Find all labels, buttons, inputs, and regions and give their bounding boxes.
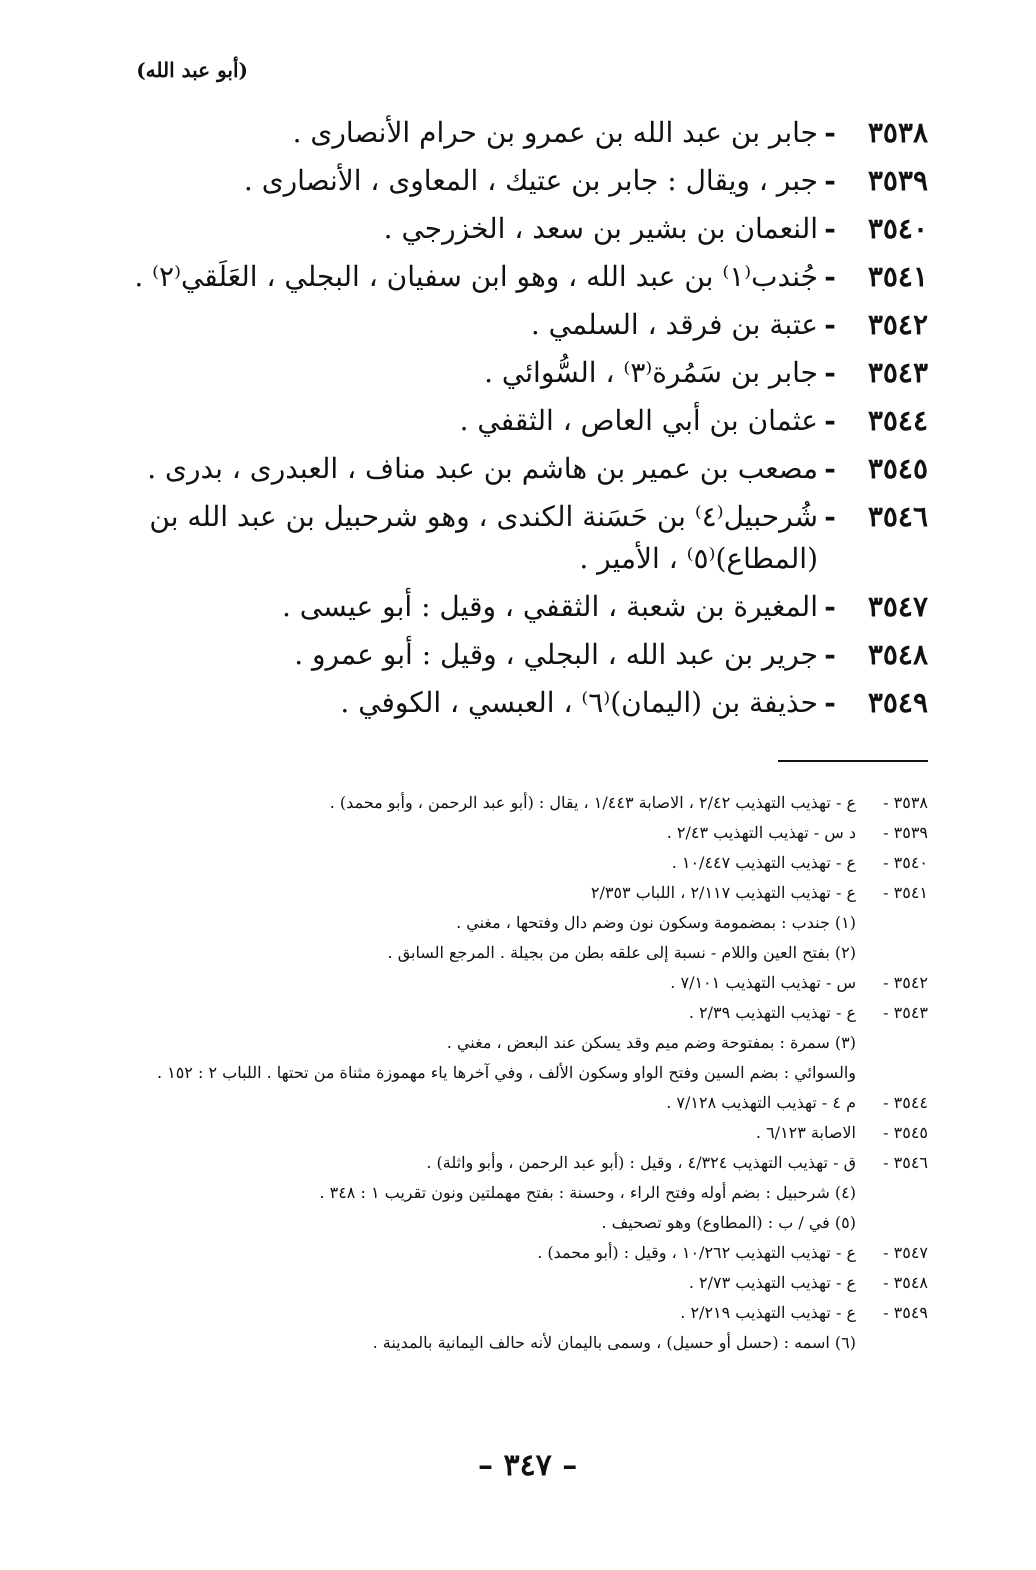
footnote-text: (٥) في / ب : (المطاوع) وهو تصحيف . [601, 1213, 856, 1232]
footnote-separator [778, 760, 928, 762]
entry-text: جُندب⁽١⁾ بن عبد الله ، وهو ابن سفيان ، البجلي ، العَلَقي⁽٢⁾ . [134, 260, 818, 293]
entry-row [98, 634, 928, 676]
entry-number: ٣٥٤٨ [867, 638, 928, 671]
footnote-text: ع - تهذيب التهذيب ٢/٣٩ . [688, 1003, 856, 1022]
entry-text: حذيفة بن (اليمان)⁽٦⁾ ، العبسي ، الكوفي . [340, 686, 818, 719]
footnote-text: (٦) اسمه : (حسل أو حسيل) ، وسمى باليمان لأنه حالف اليمانية بالمدينة . [372, 1333, 856, 1352]
footnote-text: د س - تهذيب التهذيب ٢/٤٣ . [666, 823, 856, 842]
entry-text: النعمان بن بشير بن سعد ، الخزرجي . [383, 212, 818, 245]
footnote-number: ٣٥٤٤ - [883, 1093, 928, 1112]
entry-row [98, 586, 928, 628]
entry-number: ٣٥٤٧ [867, 590, 928, 623]
footnote-source-row [138, 818, 928, 848]
footnote-row [138, 1178, 928, 1208]
footnote-number: ٣٥٣٨ - [883, 793, 928, 812]
entry-number: ٣٥٤١ [867, 260, 928, 293]
entry-row [98, 352, 928, 394]
footnote-text: ع - تهذيب التهذيب ٢/١١٧ ، اللباب ٢/٣٥٣ [590, 883, 856, 902]
footnote-text: س - تهذيب التهذيب ٧/١٠١ . [670, 973, 856, 992]
footnote-text: ع - تهذيب التهذيب ٢/٧٣ . [688, 1273, 856, 1292]
entry-text: شُرحبيل⁽٤⁾ بن حَسَنة الكندى ، وهو شرحبيل بن عبد الله بن (المطاع)⁽٥⁾ ، الأمير . [149, 500, 818, 575]
footnote-source-row [138, 1268, 928, 1298]
entry-row [98, 496, 928, 580]
entry-number: ٣٥٤٠ [867, 212, 928, 245]
footnote-row [138, 1028, 928, 1058]
entries-list [98, 112, 928, 730]
footnote-text: ع - تهذيب التهذيب ١٠/٢٦٢ ، وقيل : (أبو محمد) . [537, 1243, 856, 1262]
footnote-number: ٣٥٤٦ - [883, 1153, 928, 1172]
entry-row [98, 400, 928, 442]
entry-number: ٣٥٤٩ [867, 686, 928, 719]
entry-dash: - [824, 260, 836, 293]
entry-dash: - [824, 404, 836, 437]
running-header: (أبو عبد الله) [136, 58, 248, 82]
footnote-number: ٣٥٤٧ - [883, 1243, 928, 1262]
footnote-text: الاصابة ٦/١٢٣ . [755, 1123, 856, 1142]
footnote-source-row [138, 968, 928, 998]
entry-dash: - [824, 686, 836, 719]
entry-number: ٣٥٤٦ [867, 500, 928, 533]
footnote-source-row [138, 788, 928, 818]
entry-number: ٣٥٤٥ [867, 452, 928, 485]
entry-text: عثمان بن أبي العاص ، الثقفي . [459, 404, 818, 437]
footnote-text: (٤) شرحبيل : بضم أوله وفتح الراء ، وحسنة : بفتح مهملتين ونون تقريب ١ : ٣٤٨ . [319, 1183, 856, 1202]
footnote-text: (٢) بفتح العين واللام - نسبة إلى علقه بطن من بجيلة . المرجع السابق . [387, 943, 856, 962]
entry-row [98, 112, 928, 154]
entry-row [98, 448, 928, 490]
footnote-source-row [138, 1088, 928, 1118]
entry-dash: - [824, 308, 836, 341]
footnote-number: ٣٥٤٣ - [883, 1003, 928, 1022]
entry-number: ٣٥٣٨ [867, 116, 928, 149]
entry-dash: - [824, 452, 836, 485]
entry-row [98, 256, 928, 298]
entry-text: مصعب بن عمير بن هاشم بن عبد مناف ، العبدرى ، بدرى . [147, 452, 818, 485]
entry-number: ٣٥٤٣ [867, 356, 928, 389]
footnote-source-row [138, 848, 928, 878]
footnote-text: (٣) سمرة : بمفتوحة وضم ميم وقد يسكن عند البعض ، مغني . [446, 1033, 856, 1052]
footnote-number: ٣٥٤٨ - [883, 1273, 928, 1292]
footnote-text: ع - تهذيب التهذيب ٢/٤٢ ، الاصابة ١/٤٤٣ ، يقال : (أبو عبد الرحمن ، وأبو محمد) . [329, 793, 856, 812]
footnote-row [138, 1328, 928, 1358]
entry-number: ٣٥٣٩ [867, 164, 928, 197]
entry-row [98, 304, 928, 346]
footnote-source-row [138, 1238, 928, 1268]
footnote-number: ٣٥٤٢ - [883, 973, 928, 992]
entry-text: عتبة بن فرقد ، السلمي . [530, 308, 818, 341]
entry-dash: - [824, 500, 836, 533]
entry-dash: - [824, 356, 836, 389]
footnote-row [138, 1058, 928, 1088]
footnote-row [138, 938, 928, 968]
footnote-number: ٣٥٣٩ - [883, 823, 928, 842]
entry-text: جابر بن سَمُرة⁽٣⁾ ، السُّوائي . [484, 356, 818, 389]
footnote-source-row [138, 1298, 928, 1328]
footnote-number: ٣٥٤١ - [883, 883, 928, 902]
footnote-number: ٣٥٤٥ - [883, 1123, 928, 1142]
footnotes-list [138, 788, 928, 1358]
entry-dash: - [824, 164, 836, 197]
entry-text: جرير بن عبد الله ، البجلي ، وقيل : أبو عمرو . [294, 638, 818, 671]
entry-text: المغيرة بن شعبة ، الثقفي ، وقيل : أبو عيسى . [281, 590, 818, 623]
footnote-text: ع - تهذيب التهذيب ٢/٢١٩ . [680, 1303, 856, 1322]
footnote-text: (١) جندب : بمضمومة وسكون نون وضم دال وفتحها ، مغني . [456, 913, 856, 932]
entry-row [98, 682, 928, 724]
footnote-text: ق - تهذيب التهذيب ٤/٣٢٤ ، وقيل : (أبو عبد الرحمن ، وأبو واثلة) . [426, 1153, 856, 1172]
footnote-source-row [138, 998, 928, 1028]
footnote-source-row [138, 878, 928, 908]
footnote-row [138, 1208, 928, 1238]
footnote-number: ٣٥٤٩ - [883, 1303, 928, 1322]
page-number: – ٣٤٧ – [478, 1448, 578, 1483]
entry-dash: - [824, 116, 836, 149]
footnote-source-row [138, 1118, 928, 1148]
footnote-source-row [138, 1148, 928, 1178]
entry-dash: - [824, 590, 836, 623]
entry-text: جابر بن عبد الله بن عمرو بن حرام الأنصارى . [292, 116, 818, 149]
entry-number: ٣٥٤٤ [867, 404, 928, 437]
footnote-text: ع - تهذيب التهذيب ١٠/٤٤٧ . [671, 853, 856, 872]
entry-row [98, 208, 928, 250]
footnote-text: والسوائي : بضم السين وفتح الواو وسكون الألف ، وفي آخرها ياء مهموزة مثناة من تحتها . اللباب ٢ : ١٥٢ . [156, 1063, 856, 1082]
entry-text: جبر ، ويقال : جابر بن عتيك ، المعاوى ، الأنصارى . [243, 164, 818, 197]
entry-dash: - [824, 212, 836, 245]
entry-dash: - [824, 638, 836, 671]
footnote-text: م ٤ - تهذيب التهذيب ٧/١٢٨ . [666, 1093, 856, 1112]
entry-number: ٣٥٤٢ [867, 308, 928, 341]
footnote-row [138, 908, 928, 938]
entry-row [98, 160, 928, 202]
footnote-number: ٣٥٤٠ - [883, 853, 928, 872]
